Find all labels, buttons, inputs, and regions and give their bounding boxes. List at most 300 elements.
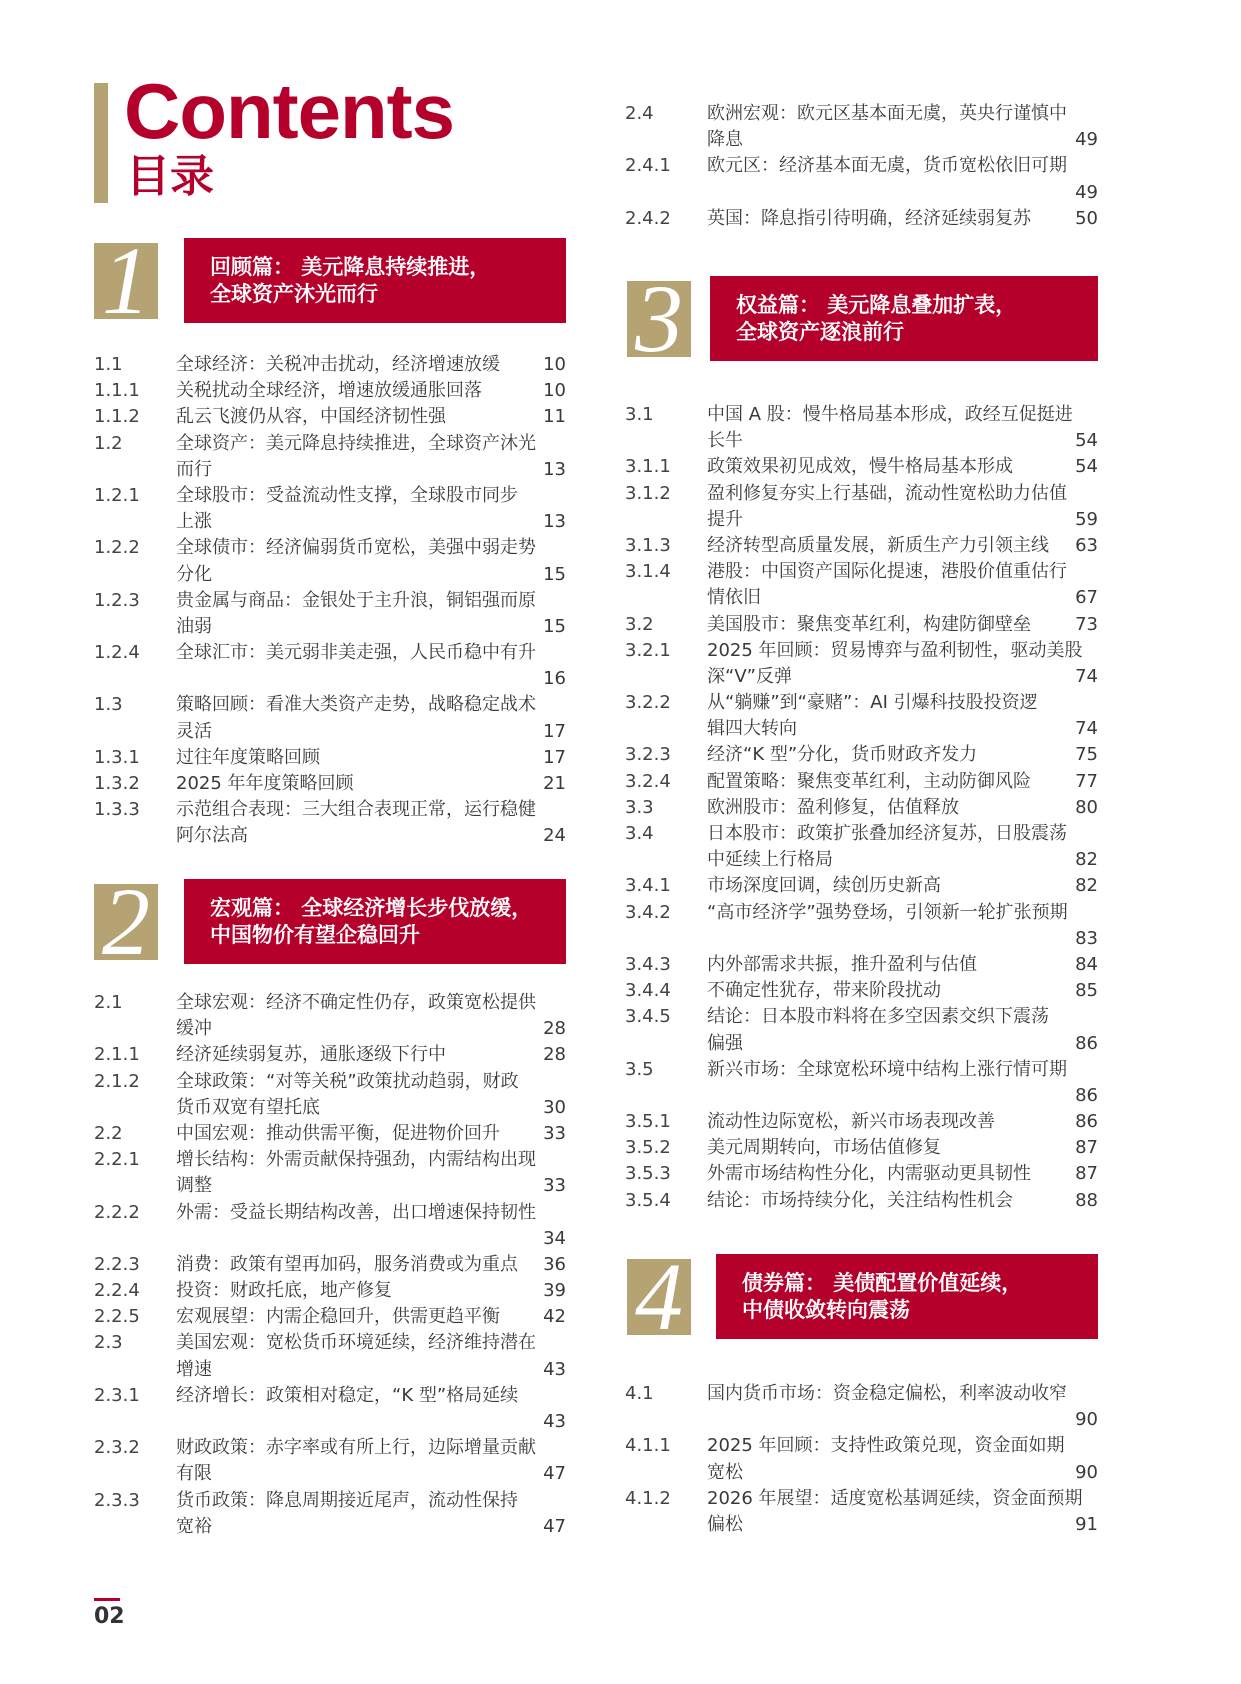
page-title-cn: 目录 — [126, 151, 214, 202]
toc-entry-title: 2025 年回顾：贸易博弈与盈利韧性，驱动美股 — [707, 639, 1083, 661]
toc-entry-number: 2.4.1 — [625, 155, 671, 177]
toc-entry-title: 贵金属与商品：金银处于主升浪，铜铝强而原 — [176, 589, 536, 611]
toc-entry-number: 3.4 — [625, 823, 654, 844]
toc-entry-number: 3.4.2 — [625, 901, 671, 923]
toc-entry-number: 3.1 — [625, 404, 654, 425]
toc-entry[interactable] — [625, 402, 1098, 454]
toc-entry-title: 示范组合表现：三大组合表现正常，运行稳健 — [176, 799, 536, 821]
toc-entry-title: 深“V”反弹 — [707, 665, 792, 687]
toc-entry-title-line — [707, 1161, 1098, 1187]
toc-entry-page: 34 — [543, 1227, 566, 1249]
toc-entry-title: 缓冲 — [176, 1018, 212, 1040]
toc-entry[interactable] — [94, 483, 566, 535]
toc-entry-page: 63 — [1075, 534, 1098, 556]
toc-entry-page: 50 — [1075, 207, 1098, 229]
footer-accent-line — [94, 1598, 120, 1601]
toc-entry[interactable] — [625, 873, 1098, 899]
toc-entry-number: 3.5.3 — [625, 1163, 671, 1185]
toc-entry-title: 宽松 — [707, 1461, 743, 1483]
toc-entry-number: 1.3 — [94, 694, 123, 716]
toc-entry-title-line — [176, 457, 566, 483]
toc-entry[interactable] — [625, 612, 1098, 638]
toc-entry-title: 策略回顾：看准大类资产走势，战略稳定战术 — [176, 694, 536, 716]
toc-entry-number: 2.3.3 — [94, 1489, 140, 1511]
toc-entry-number: 3.5.1 — [625, 1111, 671, 1133]
toc-entry-number: 2.3.1 — [94, 1384, 140, 1406]
toc-entry-title: 市场深度回调，续创历史新高 — [707, 875, 941, 897]
toc-entry-title-line — [707, 638, 1098, 664]
toc-entry-page: 88 — [1075, 1189, 1098, 1211]
toc-entry-number: 3.4.1 — [625, 875, 671, 897]
toc-entry[interactable] — [625, 1109, 1098, 1135]
toc-entry-page: 59 — [1075, 508, 1098, 530]
toc-entry-page: 39 — [543, 1280, 566, 1302]
toc-entry-title-line — [176, 719, 566, 745]
toc-entry-title-line — [707, 1188, 1098, 1214]
toc-entry-title-line — [176, 1409, 566, 1435]
toc-entry-page: 86 — [1075, 1084, 1098, 1106]
toc-entry[interactable] — [625, 978, 1098, 1004]
toc-entry-title-line — [176, 1278, 566, 1304]
toc-entry-title-line — [707, 1083, 1098, 1109]
toc-entry-number: 2.4 — [625, 103, 654, 124]
toc-entry-title-line — [176, 1357, 566, 1383]
toc-entry-title-line — [176, 1330, 566, 1356]
part-4-toc-list — [625, 1381, 1098, 1538]
toc-entry-number: 3.1.2 — [625, 482, 671, 504]
toc-entry-title-line — [707, 127, 1098, 153]
toc-entry-page: 43 — [543, 1411, 566, 1432]
toc-entry-title-line — [707, 101, 1098, 127]
toc-entry-title: 美元周期转向，市场估值修复 — [707, 1137, 941, 1159]
toc-entry-title: 全球政策：“对等关税”政策扰动趋弱，财政 — [176, 1070, 519, 1092]
toc-entry-title-line — [707, 533, 1098, 559]
toc-entry[interactable] — [94, 1488, 566, 1540]
toc-entry-number: 2.2.3 — [94, 1253, 140, 1275]
toc-entry[interactable] — [94, 640, 566, 692]
toc-entry-title: 欧洲股市：盈利修复，估值释放 — [707, 796, 959, 818]
toc-entry-page: 86 — [1075, 1111, 1098, 1133]
toc-entry-title: 增速 — [176, 1358, 212, 1380]
toc-entry-number: 3.4.5 — [625, 1006, 671, 1028]
toc-entry-title-line — [707, 769, 1098, 795]
toc-entry-title-line — [707, 559, 1098, 585]
toc-entry-title: 辑四大转向 — [707, 718, 797, 740]
toc-entry-title: 全球债市：经济偏弱货币宽松，美强中弱走势 — [176, 537, 536, 559]
toc-entry-title: 全球资产：美元降息持续推进，全球资产沐光 — [176, 432, 536, 454]
toc-entry[interactable] — [625, 559, 1098, 611]
part-1-number-badge: 1 — [94, 243, 158, 319]
toc-entry[interactable] — [625, 1004, 1098, 1056]
toc-entry-title-line — [176, 797, 566, 823]
toc-entry-title-line — [707, 1109, 1098, 1135]
toc-entry-page: 13 — [543, 458, 566, 480]
toc-entry-title-line — [176, 614, 566, 640]
toc-entry-title-line — [707, 978, 1098, 1004]
toc-entry-title: 关税扰动全球经济，增速放缓通胀回落 — [176, 380, 482, 402]
toc-entry-title: 灵活 — [176, 720, 212, 742]
toc-entry[interactable] — [94, 378, 566, 404]
toc-entry-title-line — [176, 1069, 566, 1095]
toc-entry-number: 3.2 — [625, 613, 654, 635]
toc-entry-page: 67 — [1075, 587, 1098, 609]
toc-entry[interactable] — [625, 153, 1098, 205]
toc-entry-page: 47 — [543, 1463, 566, 1485]
toc-entry-number: 1.3.3 — [94, 799, 140, 821]
part-title-line: 全球资产逐浪前行 — [736, 320, 904, 344]
toc-entry[interactable] — [625, 769, 1098, 795]
toc-entry-page: 28 — [543, 1044, 566, 1066]
toc-entry-title: 政策效果初见成效，慢牛格局基本形成 — [707, 456, 1013, 478]
toc-entry-page: 17 — [543, 720, 566, 742]
toc-entry[interactable] — [625, 1433, 1098, 1485]
toc-entry-title: 降息 — [707, 129, 743, 151]
toc-entry[interactable] — [94, 1200, 566, 1252]
toc-entry-title-line — [707, 742, 1098, 768]
toc-entry-title: “高市经济学”强势登场，引领新一轮扩张预期 — [707, 901, 1068, 923]
toc-entry-page: 54 — [1075, 430, 1098, 452]
title-accent-bar — [94, 83, 108, 203]
toc-entry-page: 82 — [1075, 875, 1098, 897]
toc-entry-title-line — [707, 507, 1098, 533]
toc-entry[interactable] — [625, 821, 1098, 873]
toc-entry-title: 日本股市：政策扩张叠加经济复苏，日股震荡 — [707, 823, 1067, 844]
toc-entry-title: 美国宏观：宽松货币环境延续，经济维持潜在 — [176, 1332, 536, 1354]
toc-entry-page: 13 — [543, 511, 566, 533]
toc-entry-number: 3.1.4 — [625, 561, 671, 583]
part-2-number-badge: 2 — [94, 884, 158, 960]
toc-entry-page: 49 — [1075, 129, 1098, 151]
toc-entry-title-line — [176, 640, 566, 666]
toc-entry[interactable] — [94, 797, 566, 849]
toc-entry-page: 82 — [1075, 849, 1098, 871]
toc-entry-title-line — [707, 900, 1098, 926]
toc-entry-title: 增长结构：外需贡献保持强劲，内需结构出现 — [176, 1149, 536, 1171]
toc-entry-page: 73 — [1075, 613, 1098, 635]
toc-entry-title: 全球经济：关税冲击扰动，经济增速放缓 — [176, 354, 500, 375]
toc-entry-title-line — [707, 1004, 1098, 1030]
toc-entry-number: 4.1.2 — [625, 1487, 671, 1509]
toc-entry-title-line — [176, 562, 566, 588]
toc-entry[interactable] — [94, 535, 566, 587]
toc-entry-page: 36 — [543, 1253, 566, 1275]
toc-entry-page: 86 — [1075, 1032, 1098, 1054]
toc-entry-page: 85 — [1075, 980, 1098, 1002]
toc-entry-title-line — [707, 1486, 1098, 1512]
toc-entry-title: 从“躺赚”到“豪赌”：AI 引爆科技股投资逻 — [707, 692, 1038, 714]
part-1-toc-list — [94, 352, 566, 850]
toc-entry-number: 1.1.2 — [94, 406, 140, 428]
page-number: 02 — [94, 1604, 125, 1629]
toc-entry-title-line — [707, 1381, 1098, 1407]
part-title-line: 债券篇： 美债配置价值延续， — [742, 1271, 1023, 1295]
toc-entry-title-line — [707, 585, 1098, 611]
toc-entry-title-line — [176, 535, 566, 561]
toc-entry-title-line — [176, 1435, 566, 1461]
toc-entry-title-line — [176, 692, 566, 718]
toc-entry-title-line — [176, 1200, 566, 1226]
toc-entry-number: 2.1.2 — [94, 1070, 140, 1092]
toc-entry-title: 新兴市场：全球宽松环境中结构上涨行情可期 — [707, 1058, 1067, 1080]
toc-entry[interactable] — [625, 206, 1098, 232]
toc-entry-title-line — [176, 431, 566, 457]
toc-entry-title: 美国股市：聚焦变革红利，构建防御壁垒 — [707, 613, 1031, 635]
toc-entry-title-line — [707, 952, 1098, 978]
toc-entry-title: 内外部需求共振，推升盈利与估值 — [707, 953, 977, 975]
toc-entry[interactable] — [625, 1135, 1098, 1161]
toc-entry[interactable] — [625, 1057, 1098, 1109]
part-title-line: 中国物价有望企稳回升 — [210, 923, 420, 947]
toc-entry-title-line — [707, 821, 1098, 847]
toc-entry[interactable] — [625, 1161, 1098, 1187]
part-1-header — [184, 238, 566, 323]
toc-entry-title: 而行 — [176, 458, 212, 480]
toc-entry-number: 1.3.2 — [94, 773, 140, 794]
toc-entry-number: 2.1.1 — [94, 1044, 140, 1066]
toc-entry-title-line — [707, 847, 1098, 873]
toc-entry-page: 24 — [543, 825, 566, 847]
toc-entry[interactable] — [625, 101, 1098, 153]
toc-entry-title-line — [707, 716, 1098, 742]
toc-entry-page: 74 — [1075, 718, 1098, 740]
toc-entry-page: 28 — [543, 1018, 566, 1040]
toc-entry-title-line — [176, 1016, 566, 1042]
toc-entry[interactable] — [94, 1383, 566, 1435]
toc-entry-title-line — [176, 1383, 566, 1409]
toc-entry-title: 油弱 — [176, 615, 212, 637]
toc-entry-title-line — [707, 1512, 1098, 1538]
toc-entry-page: 11 — [543, 406, 566, 428]
toc-entry[interactable] — [94, 588, 566, 640]
toc-entry-title: 阿尔法高 — [176, 825, 248, 847]
toc-entry-title: 调整 — [176, 1175, 212, 1197]
toc-entry-title: 不确定性犹存，带来阶段扰动 — [707, 980, 941, 1002]
toc-entry[interactable] — [94, 1121, 566, 1147]
toc-entry-number: 2.2.1 — [94, 1149, 140, 1171]
toc-entry-title: 中国 A 股：慢牛格局基本形成，政经互促挺进 — [707, 404, 1073, 425]
toc-entry-title: 经济延续弱复苏，通胀逐级下行中 — [176, 1044, 446, 1066]
toc-entry-number: 1.2.2 — [94, 537, 140, 559]
toc-entry-number: 3.2.4 — [625, 770, 671, 792]
toc-entry-page: 47 — [543, 1515, 566, 1537]
toc-entry-number: 2.4.2 — [625, 207, 671, 229]
toc-entry-title-line — [176, 588, 566, 614]
toc-entry-title-line — [707, 795, 1098, 821]
toc-entry[interactable] — [94, 1304, 566, 1330]
toc-entry-number: 3.5 — [625, 1058, 654, 1080]
toc-entry-title: 全球宏观：经济不确定性仍存，政策宽松提供 — [176, 992, 536, 1013]
toc-entry-title-line — [707, 926, 1098, 952]
toc-entry-title: 经济“K 型”分化，货币财政齐发力 — [707, 744, 978, 766]
toc-entry-title: 2026 年展望：适度宽松基调延续，资金面预期 — [707, 1487, 1083, 1509]
toc-entry-page: 10 — [543, 354, 566, 375]
toc-entry-number: 4.1.1 — [625, 1435, 671, 1457]
toc-entry-number: 3.5.4 — [625, 1189, 671, 1211]
toc-entry-page: 17 — [543, 746, 566, 768]
toc-entry[interactable] — [94, 1069, 566, 1121]
part-title-line: 全球资产沐光而行 — [210, 282, 378, 306]
toc-entry[interactable] — [625, 952, 1098, 978]
toc-entry-title: 国内货币市场：资金稳定偏松，利率波动收窄 — [707, 1383, 1067, 1404]
toc-entry-number: 1.1 — [94, 354, 123, 375]
part-title-line: 中债收敛转向震荡 — [742, 1298, 910, 1322]
part-3-number-badge: 3 — [627, 281, 691, 357]
toc-entry-title: 货币双宽有望托底 — [176, 1096, 320, 1118]
toc-entry-title: 欧元区：经济基本面无虞，货币宽松依旧可期 — [707, 155, 1067, 177]
toc-entry-title-line — [707, 454, 1098, 480]
toc-entry-title-line — [707, 1057, 1098, 1083]
part-3-toc-list — [625, 402, 1098, 1214]
toc-entry-title: 分化 — [176, 563, 212, 585]
toc-entry[interactable] — [625, 1486, 1098, 1538]
toc-entry-number: 2.2.4 — [94, 1280, 140, 1302]
toc-entry-title: 结论：市场持续分化，关注结构性机会 — [707, 1189, 1013, 1211]
toc-entry-title-line — [176, 1488, 566, 1514]
toc-entry[interactable] — [94, 1042, 566, 1068]
toc-entry-page: 74 — [1075, 665, 1098, 687]
toc-entry[interactable] — [94, 352, 566, 378]
toc-entry-page: 87 — [1075, 1137, 1098, 1159]
toc-entry[interactable] — [94, 404, 566, 430]
toc-entry-title-line — [176, 509, 566, 535]
toc-entry[interactable] — [94, 745, 566, 771]
toc-entry-page: 16 — [543, 668, 566, 690]
toc-entry-page: 84 — [1075, 953, 1098, 975]
toc-entry-page: 80 — [1075, 796, 1098, 818]
toc-entry-number: 1.1.1 — [94, 380, 140, 402]
toc-entry-title: 外需：受益长期结构改善，出口增速保持韧性 — [176, 1201, 536, 1223]
toc-entry[interactable] — [94, 1435, 566, 1487]
toc-entry[interactable] — [94, 431, 566, 483]
toc-entry-page: 83 — [1075, 927, 1098, 949]
toc-entry-number: 3.2.3 — [625, 744, 671, 766]
toc-entry[interactable] — [625, 1188, 1098, 1214]
toc-entry-title-line — [176, 352, 566, 378]
toc-entry-title: 有限 — [176, 1463, 212, 1485]
toc-entry-title-line — [176, 1042, 566, 1068]
toc-entry-title-line — [707, 206, 1098, 232]
toc-entry-title: 宽裕 — [176, 1515, 212, 1537]
toc-entry[interactable] — [94, 990, 566, 1042]
toc-entry-title: 配置策略：聚焦变革红利，主动防御风险 — [707, 770, 1031, 792]
toc-entry-page: 15 — [543, 563, 566, 585]
toc-entry[interactable] — [625, 1381, 1098, 1433]
toc-entry-title: 全球汇市：美元弱非美走强，人民币稳中有升 — [176, 642, 536, 664]
toc-entry-title-line — [176, 483, 566, 509]
toc-entry-number: 3.4.4 — [625, 980, 671, 1002]
toc-entry[interactable] — [625, 795, 1098, 821]
toc-entry-title: 过往年度策略回顾 — [176, 746, 320, 768]
toc-entry-page: 90 — [1075, 1409, 1098, 1431]
toc-entry-title: 外需市场结构性分化，内需驱动更具韧性 — [707, 1163, 1031, 1185]
toc-entry-number: 3.2.1 — [625, 639, 671, 661]
toc-entry-page: 91 — [1075, 1513, 1098, 1535]
page-title-en: Contents — [124, 67, 454, 155]
toc-entry[interactable] — [94, 1252, 566, 1278]
toc-entry-title: 盈利修复夯实上行基础，流动性宽松助力估值 — [707, 482, 1067, 504]
toc-entry-number: 2.2.2 — [94, 1201, 140, 1223]
part-2-header — [184, 879, 566, 964]
toc-entry-title: 偏松 — [707, 1513, 743, 1535]
toc-entry-page: 43 — [543, 1358, 566, 1380]
toc-entry-number: 2.2.5 — [94, 1306, 140, 1328]
toc-entry-title-line — [176, 1121, 566, 1147]
toc-entry-title: 宏观展望：内需企稳回升，供需更趋平衡 — [176, 1306, 500, 1328]
toc-entry-number: 1.2.1 — [94, 484, 140, 506]
toc-entry-title: 情依旧 — [707, 587, 761, 609]
toc-entry-title-line — [707, 402, 1098, 428]
part-title-line: 权益篇： 美元降息叠加扩表， — [736, 293, 1017, 317]
toc-entry-number: 2.3 — [94, 1332, 123, 1354]
toc-entry-page: 87 — [1075, 1163, 1098, 1185]
toc-entry-title: 长牛 — [707, 430, 743, 452]
part-4-header — [716, 1254, 1098, 1339]
toc-entry-title: 上涨 — [176, 511, 212, 533]
toc-entry-title: 欧洲宏观：欧元区基本面无虞，英央行谨慎中 — [707, 103, 1067, 124]
toc-entry-title: 港股：中国资产国际化提速，港股价值重估行 — [707, 561, 1067, 583]
toc-entry[interactable] — [625, 533, 1098, 559]
toc-entry-title-line — [176, 745, 566, 771]
toc-entry-title-line — [176, 404, 566, 430]
toc-entry-title-line — [176, 378, 566, 404]
toc-entry-title-line — [707, 180, 1098, 206]
toc-entry-title-line — [176, 1514, 566, 1540]
toc-entry-title-line — [707, 612, 1098, 638]
part-4-number-badge: 4 — [627, 1259, 691, 1335]
toc-entry-page: 42 — [543, 1306, 566, 1328]
toc-entry-number: 3.2.2 — [625, 692, 671, 714]
toc-entry-number: 2.3.2 — [94, 1437, 140, 1459]
toc-entry-page: 90 — [1075, 1461, 1098, 1483]
toc-entry[interactable] — [625, 638, 1098, 690]
toc-entry-title: 英国：降息指引待明确，经济延续弱复苏 — [707, 207, 1031, 229]
toc-entry[interactable] — [94, 1147, 566, 1199]
toc-entry-title-line — [707, 664, 1098, 690]
toc-entry[interactable] — [94, 771, 566, 797]
toc-entry-title: 投资：财政托底，地产修复 — [176, 1280, 392, 1302]
toc-entry-page: 21 — [543, 773, 566, 794]
part-3-header — [710, 276, 1098, 361]
part-title-line: 宏观篇： 全球经济增长步伐放缓， — [210, 896, 533, 920]
toc-entry[interactable] — [625, 690, 1098, 742]
toc-entry-number: 4.1 — [625, 1383, 654, 1404]
toc-entry-title: 2025 年回顾：支持性政策兑现，资金面如期 — [707, 1435, 1065, 1457]
toc-entry-number: 3.4.3 — [625, 953, 671, 975]
toc-entry-page: 30 — [543, 1096, 566, 1118]
toc-entry[interactable] — [94, 692, 566, 744]
toc-entry-title-line — [176, 666, 566, 692]
toc-entry[interactable] — [625, 454, 1098, 480]
toc-entry-title-line — [176, 1304, 566, 1330]
toc-entry-title: 中延续上行格局 — [707, 849, 833, 871]
toc-entry-title: 结论：日本股市料将在多空因素交织下震荡 — [707, 1006, 1049, 1028]
toc-entry-number: 1.2.4 — [94, 642, 140, 664]
toc-entry[interactable] — [94, 1330, 566, 1382]
toc-entry-title-line — [707, 873, 1098, 899]
toc-entry-title-line — [707, 690, 1098, 716]
toc-entry-number: 1.3.1 — [94, 746, 140, 768]
toc-entry-title-line — [176, 1461, 566, 1487]
toc-entry[interactable] — [625, 481, 1098, 533]
toc-entry-page: 10 — [543, 380, 566, 402]
toc-entry-page: 15 — [543, 615, 566, 637]
toc-entry[interactable] — [625, 900, 1098, 952]
toc-entry[interactable] — [94, 1278, 566, 1304]
toc-entry-title: 货币政策：降息周期接近尾声，流动性保持 — [176, 1489, 518, 1511]
toc-entry-title: 乱云飞渡仍从容，中国经济韧性强 — [176, 406, 446, 428]
toc-entry[interactable] — [625, 742, 1098, 768]
toc-entry-number: 3.3 — [625, 796, 654, 818]
